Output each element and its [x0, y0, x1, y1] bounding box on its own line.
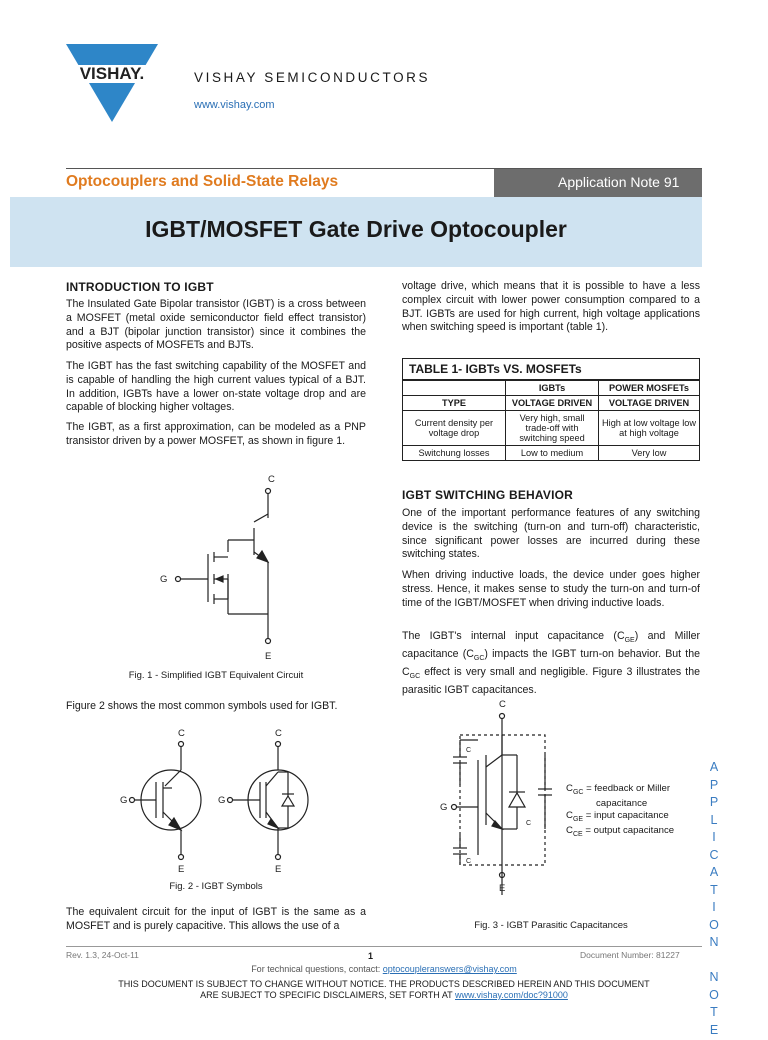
contact-email-link[interactable]: optocoupleranswers@vishay.com: [383, 964, 517, 974]
emitter-label: E: [265, 651, 271, 662]
footer-contact: For technical questions, contact: optocoupleranswers@vishay.com: [0, 964, 768, 974]
svg-text:C: C: [526, 820, 531, 827]
figure-2-symbols: [110, 722, 330, 877]
intro-paragraph-5: The equivalent circuit for the input of IGBT is the same as a MOSFET and is purely capacitive. This allows the use of a: [66, 906, 366, 934]
figure-1-circuit: [150, 470, 300, 665]
figure-3-circuit: [420, 695, 560, 905]
footer-document-number: Document Number: 81227: [580, 950, 680, 960]
table-col-igbt: IGBTs: [506, 380, 599, 396]
side-letter: O: [704, 988, 724, 1006]
footer-page-number: 1: [368, 951, 373, 961]
fig3-emitter-label: E: [499, 883, 505, 894]
intro-paragraph-3: The IGBT, as a first approximation, can be modeled as a PNP transistor driven by a power MOSFET, as shown in figure 1.: [66, 421, 366, 449]
table-col-mosfet: POWER MOSFETs: [599, 380, 700, 396]
side-letter: P: [704, 795, 724, 813]
section-title: Optocouplers and Solid-State Relays: [66, 173, 338, 191]
table-cell: VOLTAGE DRIVEN: [599, 396, 700, 411]
title-band: [10, 197, 702, 267]
side-letter: N: [704, 935, 724, 953]
table-row: [403, 411, 700, 446]
fig3-collector-label: C: [499, 699, 506, 710]
page-title: IGBT/MOSFET Gate Drive Optocoupler: [10, 216, 702, 243]
section-band: [66, 169, 492, 197]
right-paragraph-3: When driving inductive loads, the device under goes higher stress. Hence, it makes sense to study the turn-on and turn-of time of the IGBT/MOSFET when driving inductive loads.: [402, 569, 700, 610]
footer-revision: Rev. 1.3, 24-Oct-11: [66, 950, 139, 960]
app-note-label: Application Note 91: [558, 174, 679, 190]
side-letter: I: [704, 830, 724, 848]
table-cell: TYPE: [403, 396, 506, 411]
intro-paragraph-2: The IGBT has the fast switching capability of the MOSFET and is capable of handling the high current values typical of a BJT. In addition, IGBTs have a lower on-state voltage drop and are capable of blocking higher voltages.: [66, 360, 366, 415]
side-letter: A: [704, 760, 724, 778]
table-cell: Switchung losses: [403, 446, 506, 461]
company-url[interactable]: www.vishay.com: [194, 99, 274, 111]
comparison-table: [402, 358, 700, 461]
symbol1-gate-label: G: [120, 795, 127, 806]
company-name: VISHAY SEMICONDUCTORS: [194, 70, 430, 85]
intro-paragraph-1: The Insulated Gate Bipolar transistor (IGBT) is a cross between a MOSFET (metal oxide semiconductor field effect transistor) and a BJT (bipolar junction transistor) since it combines the positive aspects of MOSFETs and BJTs.: [66, 298, 366, 353]
figure-2-caption: Fig. 2 - IGBT Symbols: [66, 881, 366, 892]
legend-item-cont: capacitance: [566, 798, 674, 810]
right-paragraph-4: The IGBT's internal input capacitance $(C_{GE})$ and Miller capacitance $(C_{GC})$ impacts the IGBT turn-on behavior. But the $C_{GC}$ effect is very small and negligible. Figure 3 illustrates the parasitic IGBT capacitances.: [402, 630, 700, 698]
table-cell: Very low: [599, 446, 700, 461]
side-letter: T: [704, 883, 724, 901]
side-letter: I: [704, 900, 724, 918]
symbol2-gate-label: G: [218, 795, 225, 806]
legend-item: $C_{CE}$ = output capacitance: [566, 825, 674, 840]
symbol2-emitter-label: E: [275, 864, 281, 875]
app-note-band: [494, 169, 702, 197]
logo-text: VISHAY.: [80, 64, 145, 83]
side-letter: P: [704, 778, 724, 796]
right-paragraph-2: One of the important performance features of any switching device is the switching (turn-on and turn-off) characteristic, since significant power losses are incurred during these switching states.: [402, 507, 700, 562]
right-paragraph-1: voltage drive, which means that it is possible to have a less complex circuit with lower power consumption compared to a BJT. IGBTs are used for high current, high voltage applications when switching speed is important (table 1).: [402, 280, 700, 335]
switching-heading: IGBT SWITCHING BEHAVIOR: [402, 488, 573, 502]
side-letter: A: [704, 865, 724, 883]
table-cell: Current density per voltage drop: [403, 411, 506, 446]
collector-label: C: [268, 474, 275, 485]
side-letter: C: [704, 848, 724, 866]
symbol1-emitter-label: E: [178, 864, 184, 875]
side-letter: E: [704, 1023, 724, 1040]
table-title: TABLE 1- IGBTs VS. MOSFETs: [403, 359, 700, 381]
footer-divider: [66, 946, 702, 947]
table-cell: Low to medium: [506, 446, 599, 461]
symbol1-collector-label: C: [178, 728, 185, 739]
svg-text:C: C: [466, 858, 471, 865]
svg-text:C: C: [466, 747, 471, 754]
disclaimer-link[interactable]: www.vishay.com/doc?91000: [455, 990, 568, 1000]
legend-item: $C_{GE}$ = input capacitance: [566, 810, 674, 825]
capacitance-legend: [566, 783, 674, 841]
intro-paragraph-4: Figure 2 shows the most common symbols used for IGBT.: [66, 700, 366, 714]
fig3-gate-label: G: [440, 802, 447, 813]
legend-item: $C_{GC}$ = feedback or Miller: [566, 783, 674, 798]
gate-label: G: [160, 574, 167, 585]
side-letter: T: [704, 1005, 724, 1023]
table-corner: [403, 380, 506, 396]
side-letter: O: [704, 918, 724, 936]
vishay-logo: [66, 44, 158, 124]
table-cell: VOLTAGE DRIVEN: [506, 396, 599, 411]
table-cell: Very high, small trade-off with switching speed: [506, 411, 599, 446]
figure-1-caption: Fig. 1 - Simplified IGBT Equivalent Circuit: [66, 670, 366, 681]
side-letter: N: [704, 970, 724, 988]
table-cell: High at low voltage low at high voltage: [599, 411, 700, 446]
intro-heading: INTRODUCTION TO IGBT: [66, 280, 214, 294]
side-letter: L: [704, 813, 724, 831]
symbol2-collector-label: C: [275, 728, 282, 739]
table-row: [403, 446, 700, 461]
footer-disclaimer: THIS DOCUMENT IS SUBJECT TO CHANGE WITHOUT NOTICE. THE PRODUCTS DESCRIBED HEREIN AND THIS DOCUMENT ARE SUBJECT TO SPECIFIC DISCLAIMERS, SET FORTH AT www.vishay.com/doc?91000: [0, 979, 768, 1001]
figure-3-caption: Fig. 3 - IGBT Parasitic Capacitances: [402, 920, 700, 931]
